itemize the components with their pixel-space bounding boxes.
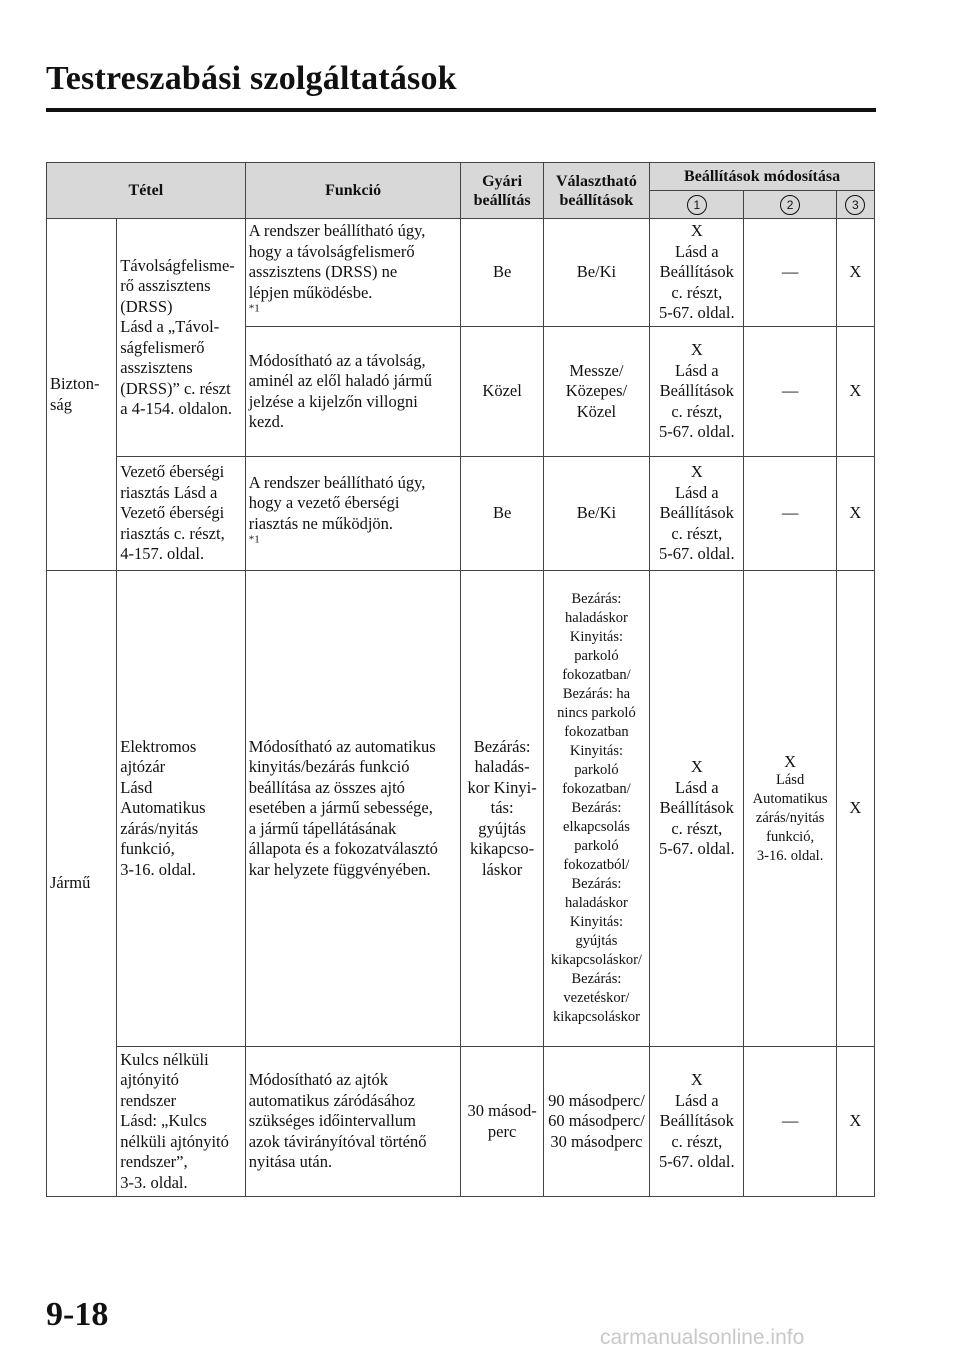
item-cell <box>117 571 245 1047</box>
function-line: hogy a távolságfelismerő <box>248 241 415 261</box>
item-line: asszisztens <box>120 358 193 377</box>
function-line: A rendszer beállítható úgy, <box>248 472 426 492</box>
header-item: Tétel <box>47 163 246 219</box>
selectable-line: 60 másodperc/ <box>548 1111 645 1131</box>
function-cell <box>245 571 461 1047</box>
selectable-line: parkoló <box>574 762 619 778</box>
item-line: zárás/nyitás <box>120 818 199 838</box>
method-line: X <box>690 757 703 777</box>
selectable-line: Kinyitás: <box>569 743 624 759</box>
selectable-line: fokozatban <box>564 724 629 740</box>
item-line: 3-3. oldal. <box>120 1172 188 1192</box>
header-method-1 <box>650 191 744 219</box>
factory-cell <box>461 457 543 571</box>
selectable-line: kikapcsoláskor <box>552 1009 640 1025</box>
group-cell-biztonsag <box>47 219 117 571</box>
selectable-line: elkapcsolás <box>563 819 630 835</box>
function-line: esetében a jármű sebessége, <box>248 798 433 818</box>
method-line: 3-16. oldal. <box>756 847 824 864</box>
selectable-line: Be/Ki <box>576 503 617 523</box>
selectable-line: vezetéskor/ <box>563 990 630 1006</box>
header-change: Beállítások módosítása <box>650 163 875 191</box>
selectable-line: Bezárás: ha <box>562 686 631 702</box>
method-line: funkció, <box>766 828 815 845</box>
table-row <box>47 457 875 571</box>
method-3-cell: X <box>836 327 874 457</box>
item-line: Lásd: „Kulcs <box>120 1111 207 1131</box>
page-title: Testreszabási szolgáltatások <box>46 60 457 97</box>
selectable-line: kikapcsoláskor/ <box>550 952 642 968</box>
function-line: automatikus záródásához <box>248 1090 416 1110</box>
function-line: Módosítható az a távolság, <box>248 350 426 370</box>
item-line: 3-16. oldal. <box>120 859 196 879</box>
function-line: kezd. <box>248 412 284 431</box>
method-line: Beállítások <box>659 798 734 818</box>
group-line: ság <box>50 394 72 414</box>
factory-line: kikapcso- <box>470 839 535 859</box>
method-3-cell: X <box>836 457 874 571</box>
selectable-line: gyújtás <box>575 933 618 949</box>
selectable-line: fokozatból/ <box>563 857 630 873</box>
function-line: A rendszer beállítható úgy, <box>248 221 426 241</box>
method-line: 5-67. oldal. <box>658 544 735 564</box>
item-line: rő asszisztens <box>120 276 211 295</box>
page-number: 9-18 <box>46 1296 109 1333</box>
item-line: Lásd <box>120 777 153 797</box>
item-line: rendszer <box>120 1090 177 1110</box>
circled-number-1: 1 <box>687 195 707 215</box>
group-line: Jármű <box>50 873 91 893</box>
item-line: a 4-154. oldalon. <box>120 399 233 418</box>
method-line: 5-67. oldal. <box>658 839 735 859</box>
function-line: nyitása után. <box>248 1152 333 1172</box>
method-line: X <box>690 221 703 241</box>
footnote-ref: *1 <box>248 533 260 546</box>
factory-line: Be <box>492 503 512 523</box>
item-cell <box>117 219 245 457</box>
method-1-cell <box>650 327 744 457</box>
item-line: ságfelismerő <box>120 337 205 357</box>
method-line: c. részt, <box>671 282 723 302</box>
method-1-cell <box>650 571 744 1047</box>
selectable-line: Közel <box>576 401 617 421</box>
method-3-cell: X <box>836 219 874 327</box>
method-2-cell: — <box>744 1047 836 1197</box>
circled-number-2: 2 <box>780 195 800 215</box>
method-2-cell: — <box>744 219 836 327</box>
method-line: 5-67. oldal. <box>658 422 735 442</box>
function-line: Módosítható az ajtók <box>248 1070 389 1090</box>
function-cell <box>245 1047 461 1197</box>
header-method-2 <box>744 191 836 219</box>
factory-line: Közel <box>482 381 522 401</box>
item-line: (DRSS) <box>120 296 173 316</box>
method-3-cell: X <box>836 571 874 1047</box>
function-cell <box>245 219 461 327</box>
method-line: X <box>690 340 703 360</box>
method-line: Automatikus <box>752 790 828 807</box>
selectable-line: Bezárás: <box>571 876 622 892</box>
function-line: a jármű tápellátásának <box>248 818 397 838</box>
function-cell <box>245 327 461 457</box>
factory-line: tás: <box>490 798 514 818</box>
method-line: X <box>690 1070 703 1090</box>
method-2-cell: — <box>744 457 836 571</box>
method-line: c. részt, <box>671 818 723 838</box>
function-line: kinyitás/bezárás funkció <box>248 757 410 777</box>
title-rule <box>46 108 876 112</box>
item-line: 4-157. oldal. <box>120 544 205 564</box>
selectable-cell <box>543 219 649 327</box>
method-line: Beállítások <box>659 503 734 523</box>
function-line: asszisztens (DRSS) ne <box>248 262 398 282</box>
item-line: ajtózár <box>120 757 166 777</box>
selectable-line: fokozatban/ <box>562 781 631 797</box>
function-line: hogy a vezető éberségi <box>248 493 400 512</box>
settings-table <box>46 162 875 1197</box>
table-row <box>47 571 875 1047</box>
selectable-line: haladáskor <box>565 610 628 626</box>
factory-cell <box>461 219 543 327</box>
factory-line: gyújtás <box>478 818 526 838</box>
selectable-line: Bezárás: <box>571 971 622 987</box>
method-1-cell <box>650 1047 744 1197</box>
selectable-line: 90 másodperc/ <box>548 1090 645 1110</box>
item-line: Kulcs nélküli <box>120 1049 209 1069</box>
factory-cell <box>461 327 543 457</box>
method-line: c. részt, <box>671 523 723 543</box>
function-line: riasztás ne működjön. $^{*1}$ <box>248 513 394 546</box>
function-line: lépjen működésbe. $^{*1}$ <box>248 282 373 315</box>
method-line: Beállítások <box>659 1111 734 1131</box>
table-row <box>47 1047 875 1197</box>
method-line: Lásd <box>776 771 805 788</box>
factory-line: Be <box>492 262 512 282</box>
selectable-line: Bezárás: <box>571 800 622 816</box>
item-line: nélküli ajtónyitó <box>120 1131 229 1151</box>
table-row <box>47 219 875 327</box>
factory-line: perc <box>487 1121 517 1141</box>
function-line: jelzése a kijelzőn villogni <box>248 391 418 411</box>
selectable-cell <box>543 571 649 1047</box>
selectable-line: nincs parkoló <box>557 705 636 721</box>
factory-line: láskor <box>481 859 523 879</box>
selectable-line: parkoló <box>574 648 619 664</box>
header-factory <box>461 163 543 219</box>
method-line: Beállítások <box>659 381 734 401</box>
function-cell <box>245 457 461 571</box>
function-line: szükséges időintervallum <box>248 1111 416 1131</box>
function-line: beállítása az összes ajtó <box>248 777 405 797</box>
item-line: Vezető éberségi <box>120 503 225 523</box>
selectable-line: Közepes/ <box>565 381 628 401</box>
method-2-cell <box>744 571 836 1047</box>
function-line: aminél az elől haladó jármű <box>248 371 432 390</box>
item-cell <box>117 1047 245 1197</box>
selectable-line: Messze/ <box>569 360 624 380</box>
header-selectable <box>543 163 649 219</box>
method-3-cell: X <box>836 1047 874 1197</box>
factory-line: kor Kinyi- <box>467 777 537 797</box>
selectable-line: haladáskor <box>565 895 628 911</box>
selectable-line: fokozatban/ <box>562 667 631 683</box>
method-line: c. részt, <box>671 1131 723 1151</box>
selectable-line: Kinyitás: <box>569 629 624 645</box>
item-line: Lásd a „Távol- <box>120 317 220 336</box>
method-line: zárás/nyitás <box>755 809 825 826</box>
item-line: Vezető éberségi <box>120 462 225 482</box>
factory-line: haladás- <box>474 757 530 777</box>
header-factory-line: Gyári <box>482 172 523 190</box>
item-line: Elektromos <box>120 736 197 756</box>
method-2-cell: — <box>744 327 836 457</box>
header-selectable-line: Választható <box>555 172 637 190</box>
item-line: riasztás Lásd a <box>120 482 218 502</box>
item-line: Távolságfelisme- <box>120 255 235 275</box>
item-line: (DRSS)” c. részt <box>120 378 231 398</box>
selectable-line: 30 másodperc <box>550 1131 643 1151</box>
header-function: Funkció <box>245 163 461 219</box>
method-1-cell <box>650 219 744 327</box>
method-line: 5-67. oldal. <box>658 303 735 323</box>
method-line: c. részt, <box>671 401 723 421</box>
selectable-line: Be/Ki <box>576 262 617 282</box>
selectable-line: Bezárás: <box>571 591 622 607</box>
method-line: Lásd a <box>675 360 719 380</box>
footnote-ref: *1 <box>248 302 260 315</box>
selectable-cell <box>543 327 649 457</box>
method-line: Lásd a <box>675 482 719 502</box>
item-cell <box>117 457 245 571</box>
factory-cell <box>461 1047 543 1197</box>
circled-number-3: 3 <box>845 195 865 215</box>
selectable-cell <box>543 457 649 571</box>
item-line: Automatikus <box>120 798 206 818</box>
method-line: 5-67. oldal. <box>658 1152 735 1172</box>
item-line: riasztás c. részt, <box>120 523 225 543</box>
function-line: kar helyzete függvényében. <box>248 859 431 879</box>
item-line: rendszer”, <box>120 1152 188 1172</box>
watermark: carmanualsonline.info <box>600 1326 805 1349</box>
selectable-line: Kinyitás: <box>569 914 624 930</box>
group-line: Bizton- <box>50 374 100 393</box>
method-line: X <box>690 462 703 482</box>
header-selectable-line: beállítások <box>559 191 634 209</box>
header-factory-line: beállítás <box>473 191 531 209</box>
factory-line: 30 másod- <box>467 1101 537 1120</box>
group-cell-jarmu <box>47 571 117 1197</box>
function-line: Módosítható az automatikus <box>248 736 436 756</box>
selectable-line: parkoló <box>574 838 619 854</box>
item-line: funkció, <box>120 839 175 859</box>
function-line: állapota és a fokozatválasztó <box>248 839 438 859</box>
function-line: azok távirányítóval történő <box>248 1131 427 1151</box>
factory-line: Bezárás: <box>473 736 531 756</box>
method-line: X <box>784 751 797 771</box>
factory-cell <box>461 571 543 1047</box>
item-line: ajtónyitó <box>120 1070 179 1090</box>
header-method-3 <box>836 191 874 219</box>
method-1-cell <box>650 457 744 571</box>
method-line: Lásd a <box>675 1090 719 1110</box>
method-line: Beállítások <box>659 262 734 282</box>
method-line: Lásd a <box>675 777 719 797</box>
method-line: Lásd a <box>675 241 719 261</box>
selectable-cell <box>543 1047 649 1197</box>
